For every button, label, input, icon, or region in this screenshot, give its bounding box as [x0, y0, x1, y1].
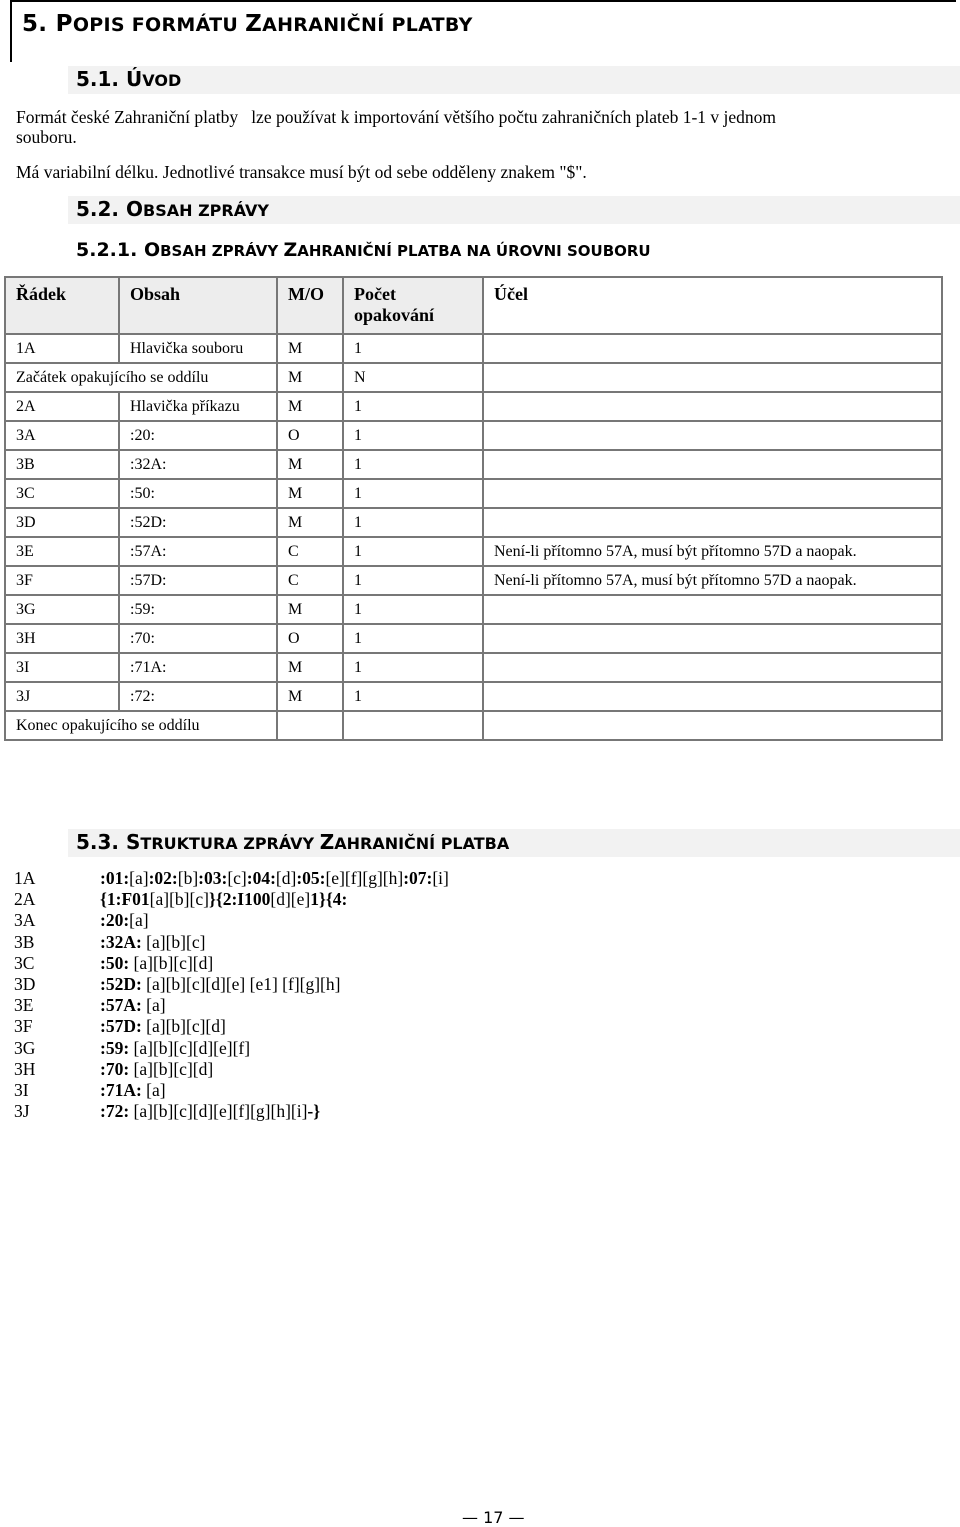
cell-ucel: [483, 653, 942, 682]
table-row: [5, 566, 942, 595]
cell-radek: 3E: [5, 537, 119, 566]
cell-ucel: [483, 624, 942, 653]
header-radek: Řádek: [5, 277, 119, 334]
structure-field: [i]: [432, 868, 449, 888]
structure-row: [14, 1059, 449, 1080]
section-title-rest: VOD: [142, 71, 182, 90]
cell-mo: [277, 711, 343, 740]
cell-mo: C: [277, 537, 343, 566]
header-mo: M/O: [277, 277, 343, 334]
structure-tag: :72:: [100, 1101, 130, 1122]
cell-ucel: [483, 711, 942, 740]
section-heading-5-1: [68, 66, 960, 94]
header-pocet-line2: opakování: [354, 305, 435, 325]
cell-ucel: [483, 392, 942, 421]
structure-value: [100, 953, 213, 974]
structure-tag: :57A:: [100, 995, 142, 1016]
cell-mo: M: [277, 392, 343, 421]
cell-pocet: 1: [343, 653, 483, 682]
section-title-first: O: [126, 197, 144, 221]
cell-radek: 3F: [5, 566, 119, 595]
structure-key: 3F: [14, 1016, 33, 1037]
chapter-title-2b: AHRANIČNÍ PLATBY: [262, 14, 473, 36]
structure-value: [100, 974, 340, 995]
structure-field: [a][b][c]: [149, 889, 209, 910]
cell-ucel: [483, 363, 942, 392]
section-title-first2: Z: [319, 830, 335, 854]
structure-tag: :03:: [198, 868, 228, 888]
table-header-row: [5, 277, 942, 334]
structure-tag: {1:F01: [100, 889, 150, 910]
cell-pocet: N: [343, 363, 483, 392]
structure-field: [a]: [129, 910, 149, 931]
table-row: [5, 508, 942, 537]
structure-key: 2A: [14, 889, 36, 910]
cell-mo: C: [277, 566, 343, 595]
table-row: [5, 537, 942, 566]
section-number: 5.2.: [76, 197, 120, 221]
structure-value: [100, 889, 347, 910]
structure-key: 3J: [14, 1101, 30, 1122]
chapter-heading: [10, 0, 956, 62]
structure-row: [14, 995, 449, 1016]
cell-obsah: :52D:: [119, 508, 277, 537]
cell-radek: 3G: [5, 595, 119, 624]
message-content-table: [4, 276, 943, 741]
structure-key: 3E: [14, 995, 34, 1016]
section-title-first2: Z: [283, 239, 298, 261]
section-heading-5-2-1: [68, 238, 960, 264]
section-title-rest2: AHRANIČNÍ PLATBA NA ÚROVNI SOUBORU: [297, 242, 651, 260]
structure-field: [a][b][c][d]: [129, 1058, 214, 1079]
table-row: [5, 392, 942, 421]
structure-field: [a]: [141, 995, 166, 1016]
structure-row: [14, 910, 449, 931]
header-obsah: Obsah: [119, 277, 277, 334]
cell-radek: 3B: [5, 450, 119, 479]
table-row: [5, 653, 942, 682]
structure-tag: :71A:: [100, 1080, 142, 1101]
intro-line-3: Má variabilní délku. Jednotlivé transakce musí být od sebe odděleny znakem "$".: [16, 162, 587, 182]
table-row: [5, 450, 942, 479]
structure-tag: }{2:I100: [208, 889, 271, 910]
table-row: [5, 711, 942, 740]
structure-tag: :01:: [100, 868, 130, 888]
cell-obsah: :59:: [119, 595, 277, 624]
intro-line-2: souboru.: [16, 127, 77, 147]
intro-paragraph: [16, 107, 956, 147]
cell-radek: 3C: [5, 479, 119, 508]
structure-tag: :20:: [100, 910, 130, 931]
chapter-number: 5.: [22, 11, 48, 37]
structure-field: [d][e]: [270, 889, 311, 910]
structure-key: 3I: [14, 1080, 29, 1101]
section-number: 5.1.: [76, 67, 120, 91]
cell-mo: M: [277, 653, 343, 682]
chapter-title-2a: Z: [245, 11, 263, 37]
structure-row: [14, 953, 449, 974]
cell-radek: 3D: [5, 508, 119, 537]
cell-radek: 2A: [5, 392, 119, 421]
structure-row: [14, 1080, 449, 1101]
cell-ucel: [483, 479, 942, 508]
cell-ucel: [483, 508, 942, 537]
structure-value: [100, 1038, 250, 1059]
structure-key: 3A: [14, 910, 36, 931]
structure-key: 3G: [14, 1037, 36, 1058]
cell-mo: M: [277, 363, 343, 392]
cell-obsah: Hlavička příkazu: [119, 392, 277, 421]
table-row: [5, 334, 942, 363]
cell-pocet: 1: [343, 508, 483, 537]
cell-pocet: 1: [343, 566, 483, 595]
structure-key: 3B: [14, 931, 35, 952]
structure-field: [a][b][c][d][e] [e1] [f][g][h]: [141, 974, 341, 995]
structure-value: [100, 1016, 226, 1037]
structure-row: [14, 974, 449, 995]
structure-key: 3H: [14, 1058, 36, 1079]
cell-mo: M: [277, 334, 343, 363]
cell-pocet: [343, 711, 483, 740]
structure-field: [a][b][c][d][e][f][g][h][i]: [129, 1101, 308, 1122]
table-row: [5, 624, 942, 653]
structure-field: [a][b][c][d][e][f]: [129, 1037, 251, 1058]
cell-obsah: :71A:: [119, 653, 277, 682]
cell-obsah: :32A:: [119, 450, 277, 479]
cell-radek: 1A: [5, 334, 119, 363]
cell-radek: 3A: [5, 421, 119, 450]
cell-pocet: 1: [343, 595, 483, 624]
structure-tag: :70:: [100, 1058, 130, 1079]
cell-mo: M: [277, 479, 343, 508]
section-number: 5.3.: [76, 830, 120, 854]
cell-pocet: 1: [343, 624, 483, 653]
structure-row: [14, 889, 449, 910]
structure-row: [14, 868, 449, 889]
structure-value: [100, 932, 205, 953]
structure-key: 1A: [14, 868, 36, 888]
cell-pocet: 1: [343, 537, 483, 566]
header-pocet: [343, 277, 483, 334]
cell-pocet: 1: [343, 682, 483, 711]
chapter-title-1a: P: [55, 11, 73, 37]
structure-tag: :07:: [403, 868, 433, 888]
structure-tag: :05:: [296, 868, 326, 888]
structure-value: [100, 1059, 213, 1080]
cell-ucel: [483, 595, 942, 624]
cell-obsah: Hlavička souboru: [119, 334, 277, 363]
structure-field: [c]: [227, 868, 247, 888]
header-ucel: Účel: [483, 277, 942, 334]
structure-value: [100, 1080, 166, 1101]
cell-span-label: Konec opakujícího se oddílu: [5, 711, 277, 740]
structure-tag: :02:: [148, 868, 178, 888]
structure-field: [a][b][c]: [141, 931, 206, 952]
cell-obsah: :57D:: [119, 566, 277, 595]
structure-tag: -}: [307, 1101, 321, 1122]
cell-ucel: [483, 450, 942, 479]
structure-value: [100, 995, 166, 1016]
section-title-first: O: [143, 239, 161, 261]
structure-field: [a][b][c][d]: [141, 1016, 226, 1037]
section-number: 5.2.1.: [76, 239, 138, 261]
cell-ucel: [483, 334, 942, 363]
section-heading-5-3: [68, 829, 960, 857]
structure-field: [b]: [177, 868, 199, 888]
cell-mo: M: [277, 450, 343, 479]
section-title-rest2: AHRANIČNÍ PLATBA: [334, 834, 510, 853]
structure-key: 3D: [14, 974, 36, 995]
cell-pocet: 1: [343, 392, 483, 421]
table-row: [5, 479, 942, 508]
table-row: [5, 682, 942, 711]
cell-obsah: :70:: [119, 624, 277, 653]
cell-ucel: Není-li přítomno 57A, musí být přítomno 57D a naopak.: [483, 566, 942, 595]
structure-row: [14, 1038, 449, 1059]
chapter-title-1b: OPIS FORMÁTU: [72, 14, 246, 36]
cell-radek: 3H: [5, 624, 119, 653]
cell-obsah: :72:: [119, 682, 277, 711]
structure-tag: :57D:: [100, 1016, 142, 1037]
structure-field: [a]: [129, 868, 149, 888]
cell-ucel: [483, 682, 942, 711]
structure-row: [14, 1016, 449, 1037]
structure-tag: :59:: [100, 1037, 130, 1058]
cell-pocet: 1: [343, 479, 483, 508]
structure-tag: :04:: [246, 868, 276, 888]
cell-span-label: Začátek opakujícího se oddílu: [5, 363, 277, 392]
structure-row: [14, 1101, 449, 1122]
cell-mo: M: [277, 508, 343, 537]
section-title-first: Ú: [126, 67, 143, 91]
section-title-rest: TRUKTURA ZPRÁVY: [140, 834, 320, 853]
section-title-rest: BSAH ZPRÁVY: [143, 201, 269, 220]
intro-line-1: Formát české Zahraniční platby lze používat k importování většího počtu zahraničních plateb 1-1 v jednom: [16, 107, 777, 127]
cell-radek: 3I: [5, 653, 119, 682]
page-number: — 17 —: [462, 1508, 525, 1527]
section-heading-5-2: [68, 196, 960, 224]
structure-key: 3C: [14, 952, 35, 973]
cell-radek: 3J: [5, 682, 119, 711]
table-row: [5, 595, 942, 624]
table-row: [5, 421, 942, 450]
section-title-first: S: [126, 830, 141, 854]
message-structure-list: [14, 868, 449, 1122]
structure-value: [100, 868, 449, 889]
structure-tag: :52D:: [100, 974, 142, 995]
cell-pocet: 1: [343, 450, 483, 479]
structure-field: [a][b][c][d]: [129, 952, 214, 973]
structure-field: [a]: [141, 1080, 166, 1101]
cell-obsah: :57A:: [119, 537, 277, 566]
table-row: [5, 363, 942, 392]
cell-pocet: 1: [343, 334, 483, 363]
structure-tag: :32A:: [100, 931, 142, 952]
structure-tag: :50:: [100, 952, 130, 973]
cell-obsah: :50:: [119, 479, 277, 508]
cell-ucel: [483, 421, 942, 450]
structure-row: [14, 932, 449, 953]
cell-mo: M: [277, 595, 343, 624]
section-title-rest: BSAH ZPRÁVY: [160, 242, 284, 260]
cell-pocet: 1: [343, 421, 483, 450]
structure-value: [100, 910, 149, 931]
structure-field: [e][f][g][h]: [325, 868, 404, 888]
cell-mo: O: [277, 421, 343, 450]
structure-tag: 1}{4:: [310, 889, 348, 910]
cell-obsah: :20:: [119, 421, 277, 450]
structure-field: [d]: [275, 868, 297, 888]
structure-value: [100, 1101, 320, 1122]
cell-mo: O: [277, 624, 343, 653]
header-pocet-line1: Počet: [354, 284, 396, 304]
cell-mo: M: [277, 682, 343, 711]
cell-ucel: Není-li přítomno 57A, musí být přítomno 57D a naopak.: [483, 537, 942, 566]
